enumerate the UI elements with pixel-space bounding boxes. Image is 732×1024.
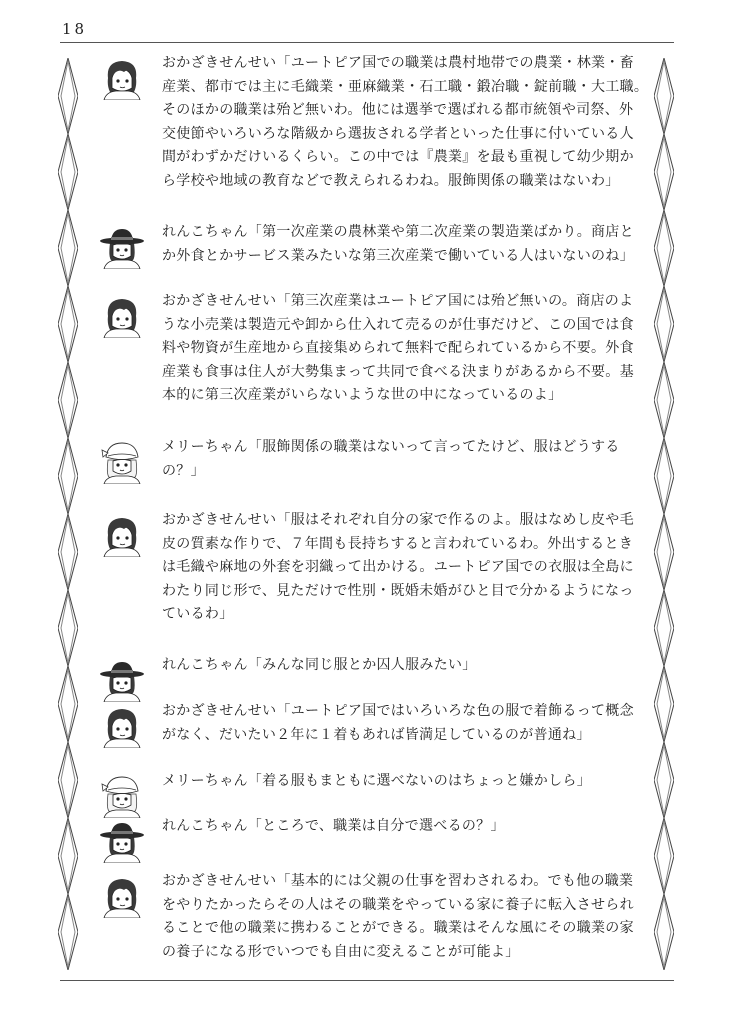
page-number: 18 [62, 20, 88, 38]
okazaki-avatar-icon [98, 294, 146, 338]
renko-avatar-icon [98, 819, 146, 863]
dialogue-entry [96, 654, 636, 678]
left-diamond-border [58, 58, 78, 970]
dialogue-entry [96, 509, 636, 627]
okazaki-avatar-icon [98, 56, 146, 100]
dialogue-text [162, 870, 636, 964]
dialogue-line: そのほかの職業は殆ど無いわ。他には選挙で選ばれる都市統領や司祭、外 [162, 102, 634, 118]
dialogue-line: おかざきせんせい「第三次産業はユートピア国には殆ど無いの。商店のよ [162, 293, 634, 309]
dialogue-text [162, 700, 636, 747]
dialogue-line: ているわ」 [162, 606, 234, 622]
dialogue-entry [96, 815, 636, 839]
dialogue-entry [96, 700, 636, 747]
dialogue-line: おかざきせんせい「服はそれぞれ自分の家で作るのよ。服はなめし皮や毛 [162, 512, 634, 528]
dialogue-line: うな小売業は製造元や卸から仕入れて売るのが仕事だけど、この国では食 [162, 316, 634, 333]
dialogue-text [162, 509, 636, 627]
dialogue-entry [96, 770, 636, 794]
dialogue-line: 間がわずかだけいるくらい。この中では『農業』を最も重視して幼少期か [162, 149, 634, 165]
dialogue-line: ら学校や地域の教育などで教えられるわね。服飾関係の職業はないわ」 [162, 172, 620, 189]
dialogue-line: おかざきせんせい「基本的には父親の仕事を習わされるわ。でも他の職業 [162, 873, 634, 889]
dialogue-line: は毛織や麻地の外套を羽織って出かける。ユートピア国での衣服は全島に [162, 559, 634, 575]
dialogue-line: 皮の質素な作りで、７年間も長持ちすると言われているわ。外出するとき [162, 535, 634, 552]
dialogue-entry [96, 436, 636, 483]
dialogue-line: れんこちゃん「第一次産業の農林業や第二次産業の製造業ばかり。商店と [162, 224, 634, 240]
dialogue-entry [96, 870, 636, 964]
dialogue-text [162, 815, 636, 839]
dialogue-entry [96, 221, 636, 268]
dialogue-line: 産業も食事は住人が大勢集まって共同で食べる決まりがあるから不要。基 [162, 363, 634, 380]
dialogue-line: メリーちゃん「服飾関係の職業はないって言ってたけど、服はどうする [162, 439, 620, 455]
dialogue-line: おかざきせんせい「ユートピア国での職業は農村地帯での農業・林業・畜 [162, 55, 634, 71]
okazaki-avatar-icon [98, 513, 146, 557]
dialogue-text [162, 654, 636, 678]
bottom-rule [60, 980, 674, 981]
renko-avatar-icon [98, 225, 146, 269]
dialogue-line: がなく、だいたい２年に１着もあれば皆満足しているのが普通ね」 [162, 726, 591, 743]
top-rule [60, 42, 674, 43]
dialogue-line: メリーちゃん「着る服もまともに選べないのはちょっと嫌かしら」 [162, 773, 591, 789]
dialogue-line: おかざきせんせい「ユートピア国ではいろいろな色の服で着飾るって概念 [162, 703, 634, 719]
dialogue-line: か外食とかサービス業みたいな第三次産業で働いている人はいないのね」 [162, 247, 634, 264]
right-diamond-border [654, 58, 674, 970]
dialogue-line: れんこちゃん「みんな同じ服とか囚人服みたい」 [162, 657, 477, 673]
dialogue-text [162, 290, 636, 408]
dialogue-line: ることで他の職業に携わることができる。職業はそんな風にその職業の家 [162, 920, 634, 936]
okazaki-avatar-icon [98, 874, 146, 918]
dialogue-line: 産業、都市では主に毛織業・亜麻織業・石工職・鍛冶職・錠前職・大工職。 [162, 78, 649, 95]
dialogue-text [162, 221, 636, 268]
dialogue-text [162, 436, 636, 483]
dialogue-line: れんこちゃん「ところで、職業は自分で選べるの？」 [162, 818, 505, 834]
dialogue-line: の？」 [162, 462, 205, 479]
dialogue-line: 本的に第三次産業がいらないような世の中になっているのよ」 [162, 387, 563, 403]
mary-avatar-icon [98, 774, 146, 818]
dialogue-line: 交使節やいろいろな階級から選抜される学者といった仕事に付いている人 [162, 125, 634, 142]
dialogue-entry [96, 290, 636, 408]
dialogue-line: 料や物資が生産地から直接集められて無料で配られているから不要。外食 [162, 340, 634, 356]
dialogue-entry [96, 52, 649, 193]
dialogue-line: をやりたかったらその人はその職業をやっている家に養子に転入させられ [162, 896, 634, 913]
dialogue-text [162, 770, 636, 794]
mary-avatar-icon [98, 440, 146, 484]
renko-avatar-icon [98, 658, 146, 702]
okazaki-avatar-icon [98, 704, 146, 748]
dialogue-line: の養子になる形でいつでも自由に変えることが可能よ」 [162, 943, 520, 960]
dialogue-line: わたり同じ形で、見ただけで性別・既婚未婚がひと目で分かるようになっ [162, 582, 634, 599]
dialogue-text [162, 52, 649, 193]
